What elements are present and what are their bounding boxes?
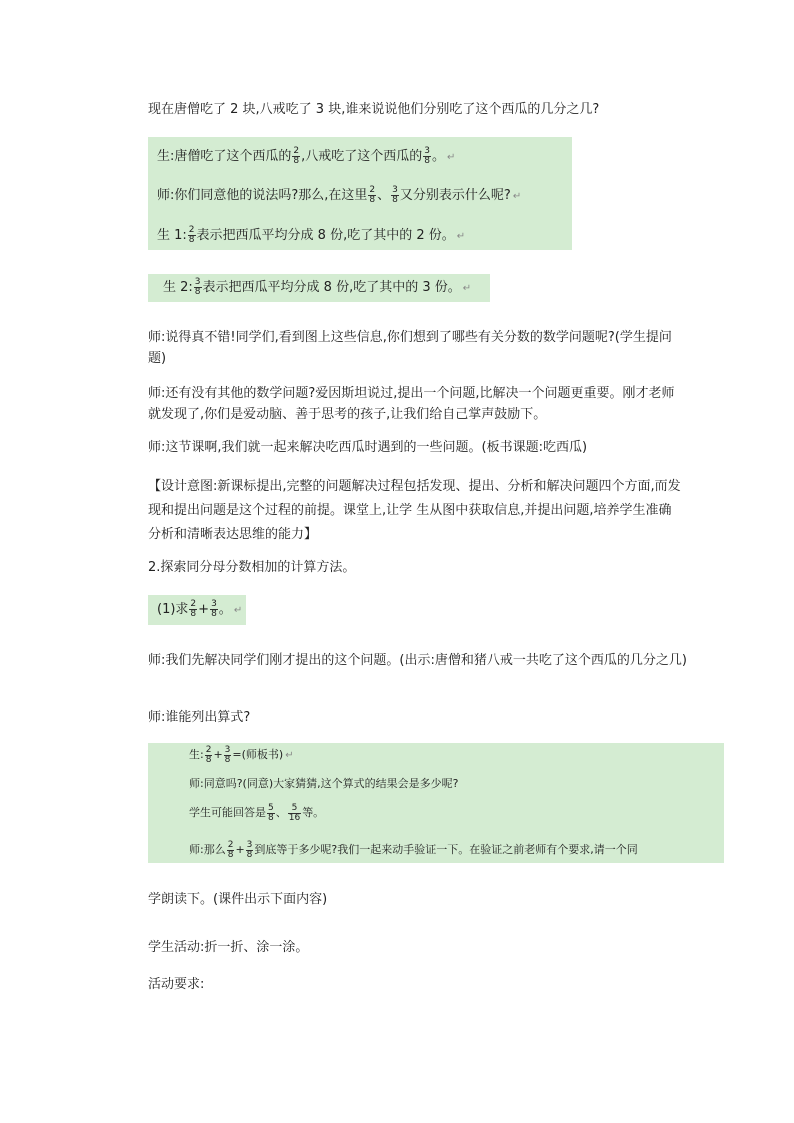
fraction: $\frac{2}{8}$: [227, 839, 234, 860]
paragraph-question: 现在唐僧吃了 2 块,八戒吃了 3 块,谁来说说他们分别吃了这个西瓜的几分之几?: [148, 102, 600, 117]
paragraph-mark-icon: ↵: [512, 191, 522, 202]
fraction: $\frac{3}{8}$: [246, 839, 253, 860]
fraction: $\frac{2}{8}$: [293, 146, 300, 166]
fraction: $\frac{3}{8}$: [194, 277, 201, 297]
dialogue-line: 生 2: $\frac{3}{8}$ 表示把西瓜平均分成 8 份,吃了其中的 3 份。 ↵: [163, 277, 472, 297]
fraction: $\frac{3}{8}$: [224, 744, 231, 765]
paragraph: 师:还有没有其他的数学问题?爱因斯坦说过,提出一个问题,比解决一个问题更重要。刚才老师就发现了,你们是爱动脑、善于思考的孩子,让我们给自己掌声鼓励下。: [148, 386, 675, 422]
dialogue-line: 学生可能回答是 $\frac{5}{8}$ 、 $\frac{5}{16}$ 等。: [189, 802, 325, 823]
fraction: $\frac{3}{8}$: [424, 146, 430, 166]
dialogue-line: 生 1: $\frac{2}{8}$ 表示把西瓜平均分成 8 份,吃了其中的 2 份。 ↵: [157, 225, 466, 245]
fraction: $\frac{5}{16}$: [288, 802, 301, 823]
fraction: $\frac{5}{8}$: [268, 802, 274, 823]
fraction: $\frac{2}{8}$: [205, 744, 212, 765]
dialogue-line: 师:你们同意他的说法吗?那么,在这里 $\frac{2}{8}$ 、 $\frac{3}{8}$ 又分别表示什么呢? ↵: [157, 185, 522, 205]
paragraph: 学朗读下。(课件出示下面内容): [148, 892, 328, 907]
dialogue-line: 生: $\frac{2}{8}$ + $\frac{3}{8}$ =(师板书) ↵: [189, 744, 294, 765]
paragraph: 师:说得真不错!同学们,看到图上这些信息,你们想到了哪些有关分数的数学问题呢?(学生提问题): [148, 330, 672, 366]
fraction: $\frac{2}{8}$: [188, 225, 195, 245]
paragraph: 活动要求:: [148, 977, 205, 992]
section-heading: 2.探索同分母分数相加的计算方法。: [148, 560, 356, 575]
paragraph-mark-icon: ↵: [233, 605, 243, 616]
dialogue-line: 师:同意吗?(同意)大家猜猜,这个算式的结果会是多少呢?: [189, 777, 459, 790]
paragraph-mark-icon: ↵: [462, 283, 472, 294]
paragraph-mark-icon: ↵: [447, 152, 456, 163]
fraction: $\frac{3}{8}$: [211, 599, 217, 619]
design-intent-paragraph: 【设计意图:新课标提出,完整的问题解决过程包括发现、提出、分析和解决问题四个方面,而发现和提出问题是这个过程的前提。课堂上,让学 生从图中获取信息,并提出问题,培养学生准确分析和清晰表达思维的能力】: [148, 479, 681, 542]
paragraph: 师:谁能列出算式?: [148, 710, 251, 725]
paragraph-mark-icon: ↵: [285, 750, 294, 761]
dialogue-line: 生:唐僧吃了这个西瓜的 $\frac{2}{8}$ ,八戒吃了这个西瓜的 $\frac{3}{8}$ 。 ↵: [157, 146, 456, 166]
fraction: $\frac{2}{8}$: [369, 185, 376, 205]
formula-line: (1)求 $\frac{2}{8}$ + $\frac{3}{8}$ 。 ↵: [157, 599, 243, 619]
paragraph: 师:我们先解决同学们刚才提出的这个问题。(出示:唐僧和猪八戒一共吃了这个西瓜的几分之几): [148, 653, 687, 668]
paragraph: 师:这节课啊,我们就一起来解决吃西瓜时遇到的一些问题。(板书课题:吃西瓜): [148, 440, 588, 455]
paragraph: 学生活动:折一折、涂一涂。: [148, 940, 309, 955]
fraction: $\frac{2}{8}$: [190, 599, 197, 619]
paragraph-mark-icon: ↵: [456, 231, 466, 242]
fraction: $\frac{3}{8}$: [392, 185, 398, 205]
dialogue-line: 师:那么 $\frac{2}{8}$ + $\frac{3}{8}$ 到底等于多少呢?我们一起来动手验证一下。在验证之前老师有个要求,请一个同: [189, 839, 638, 860]
